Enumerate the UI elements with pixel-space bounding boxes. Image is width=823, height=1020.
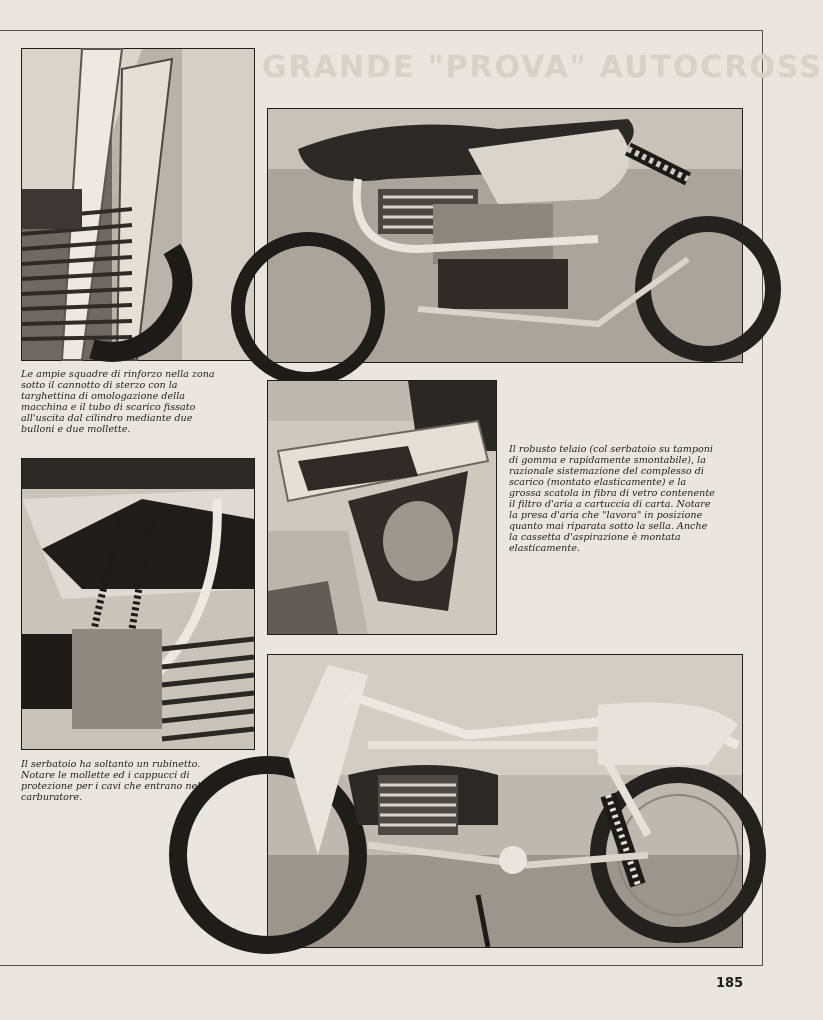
photo-carburetor [21,458,255,750]
photo-air-box [267,380,497,635]
photo-frame-top [267,108,743,363]
photo-side-view [267,654,743,948]
photo-steering-head [21,48,255,361]
caption-tank: Il serbatoio ha soltanto un rubinetto. Notare le mollette ed i cappucci di protezione per i cavi che entrano nel carburatore. [21,759,201,803]
caption-frame: Il robusto telaio (col serbatoio su tamponi di gomma e rapidamente smontabile), la razionale sistemazione del complesso di scarico (montato elasticamente) e la grossa scatola in fibra di vetro contenente il filtro d'aria a cartuccia di carta. Notare la presa d'aria che "lavora" in posizione quanto mai riparata sotto la sella. Anche la cassetta d'aspirazione è montata elasticamente. [509,444,715,554]
page-number: 185 [716,976,744,991]
caption-steering-head: Le ampie squadre di rinforzo nella zona sotto il cannotto di sterzo con la targhettina di omologazione della macchina e il tubo di scarico fissato all'uscita dal cilindro mediante due bulloni e due mollette. [21,369,215,435]
bleed-through-title: GRANDE "PROVA" AUTOCROSS [262,50,823,85]
